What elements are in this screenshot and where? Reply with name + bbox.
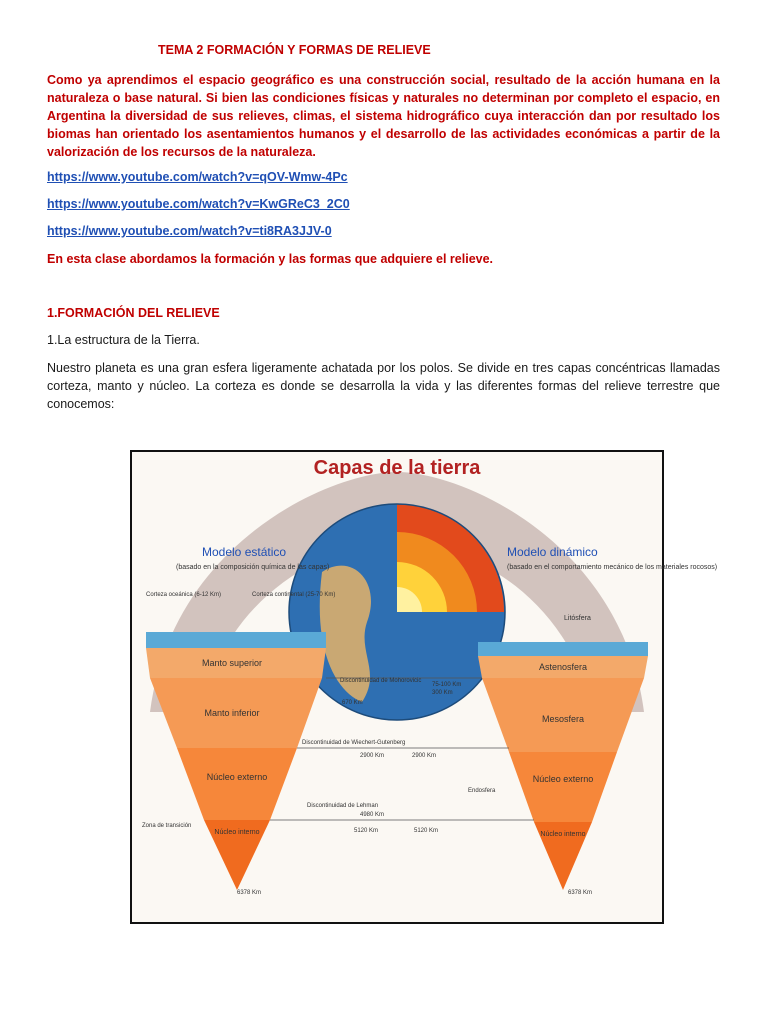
class-note: En esta clase abordamos la formación y las formas que adquiere el relieve. — [47, 252, 494, 266]
depth-gutenberg-1: 2900 Km — [360, 753, 385, 759]
static-depth-bottom: 6378 Km — [237, 890, 262, 896]
depth-moho-2: 300 Km — [432, 690, 453, 696]
dynamic-model-heading: Modelo dinámico — [507, 545, 598, 559]
youtube-link-1[interactable]: https://www.youtube.com/watch?v=qOV-Wmw-4Pc — [47, 170, 348, 184]
intro-paragraph: Como ya aprendimos el espacio geográfico es una construcción social, resultado de la acción humana en la naturaleza o base natural. Si bien las condiciones físicas y naturales no determinan por completo el espacio, en Argentina la diversidad de sus relieves, climas, el sistema hidrográfico cuya interacción dan por resultado los biomas han orientado los asentamientos humanos y el desarrollo de las actividades económicas a partir de la valorización de los recursos de la naturaleza. — [47, 73, 720, 159]
earth-globe-icon — [289, 504, 505, 720]
depth-gutenberg-2: 2900 Km — [412, 753, 437, 759]
depth-lehman-2: 5120 Km — [354, 828, 379, 834]
depth-moho-1: 75-100 Km — [432, 682, 462, 688]
document-title: TEMA 2 FORMACIÓN Y FORMAS DE RELIEVE — [158, 43, 431, 57]
body-paragraph: Nuestro planeta es una gran esfera ligeramente achatada por los polos. Se divide en tres capas concéntricas llamadas corteza, manto y núcleo. La corteza es donde se desarrolla la vida y las diferentes formas del relieve terrestre que conocemos: — [47, 361, 720, 411]
crust-oceanic-label: Corteza oceánica (6-12 Km) — [146, 592, 222, 598]
discontinuity-gutenberg: Discontinuidad de Wiechert-Gutenberg — [302, 740, 406, 746]
dynamic-model-subheading: (basado en el comportamiento mecánico de los materiales rocosos) — [507, 564, 718, 571]
discontinuity-moho: Discontinuidad de Mohorovicic — [340, 678, 422, 684]
youtube-link-3[interactable]: https://www.youtube.com/watch?v=ti8RA3JJV-0 — [47, 224, 332, 238]
depth-moho-3: 670 Km — [342, 700, 363, 706]
layer-label-lower-mantle: Manto inferior — [204, 708, 260, 718]
layer-label-inner-core-right: Núcleo interno — [540, 831, 586, 838]
layer-label-upper-mantle: Manto superior — [201, 658, 263, 668]
layer-label-outer-core-right: Núcleo externo — [532, 774, 594, 784]
layer-label-asthenosphere: Astenosfera — [538, 662, 588, 672]
outer-core-band — [177, 748, 297, 820]
section-heading: 1.FORMACIÓN DEL RELIEVE — [47, 306, 220, 320]
subheading: 1.La estructura de la Tierra. — [47, 333, 200, 347]
outer-core-band-right — [509, 752, 617, 822]
dynamic-depth-bottom: 6378 Km — [568, 890, 593, 896]
static-model-subheading: (basado en la composición química de las capas) — [176, 564, 330, 571]
crust-continental-label: Corteza continental (25-70 Km) — [252, 592, 336, 598]
earth-layers-figure — [130, 450, 718, 924]
ocean-layer-right — [478, 642, 648, 656]
youtube-link-2[interactable]: https://www.youtube.com/watch?v=KwGReC3_2C0 — [47, 197, 350, 211]
transition-zone-label: Zona de transición — [142, 823, 192, 829]
depth-lehman-1: 4980 Km — [360, 812, 385, 818]
ocean-layer — [146, 632, 326, 648]
discontinuity-lehman: Discontinuidad de Lehman — [307, 803, 379, 809]
endosphere-label: Endosfera — [468, 788, 496, 794]
figure-title: Capas de la tierra — [313, 457, 481, 479]
static-model-heading: Modelo estático — [202, 545, 287, 559]
layer-label-inner-core: Núcleo interno — [214, 829, 260, 836]
depth-lehman-3: 5120 Km — [414, 828, 439, 834]
lithosphere-label: Litósfera — [564, 615, 591, 622]
layer-label-outer-core: Núcleo externo — [206, 772, 268, 782]
layer-label-mesosphere: Mesosfera — [541, 714, 585, 724]
